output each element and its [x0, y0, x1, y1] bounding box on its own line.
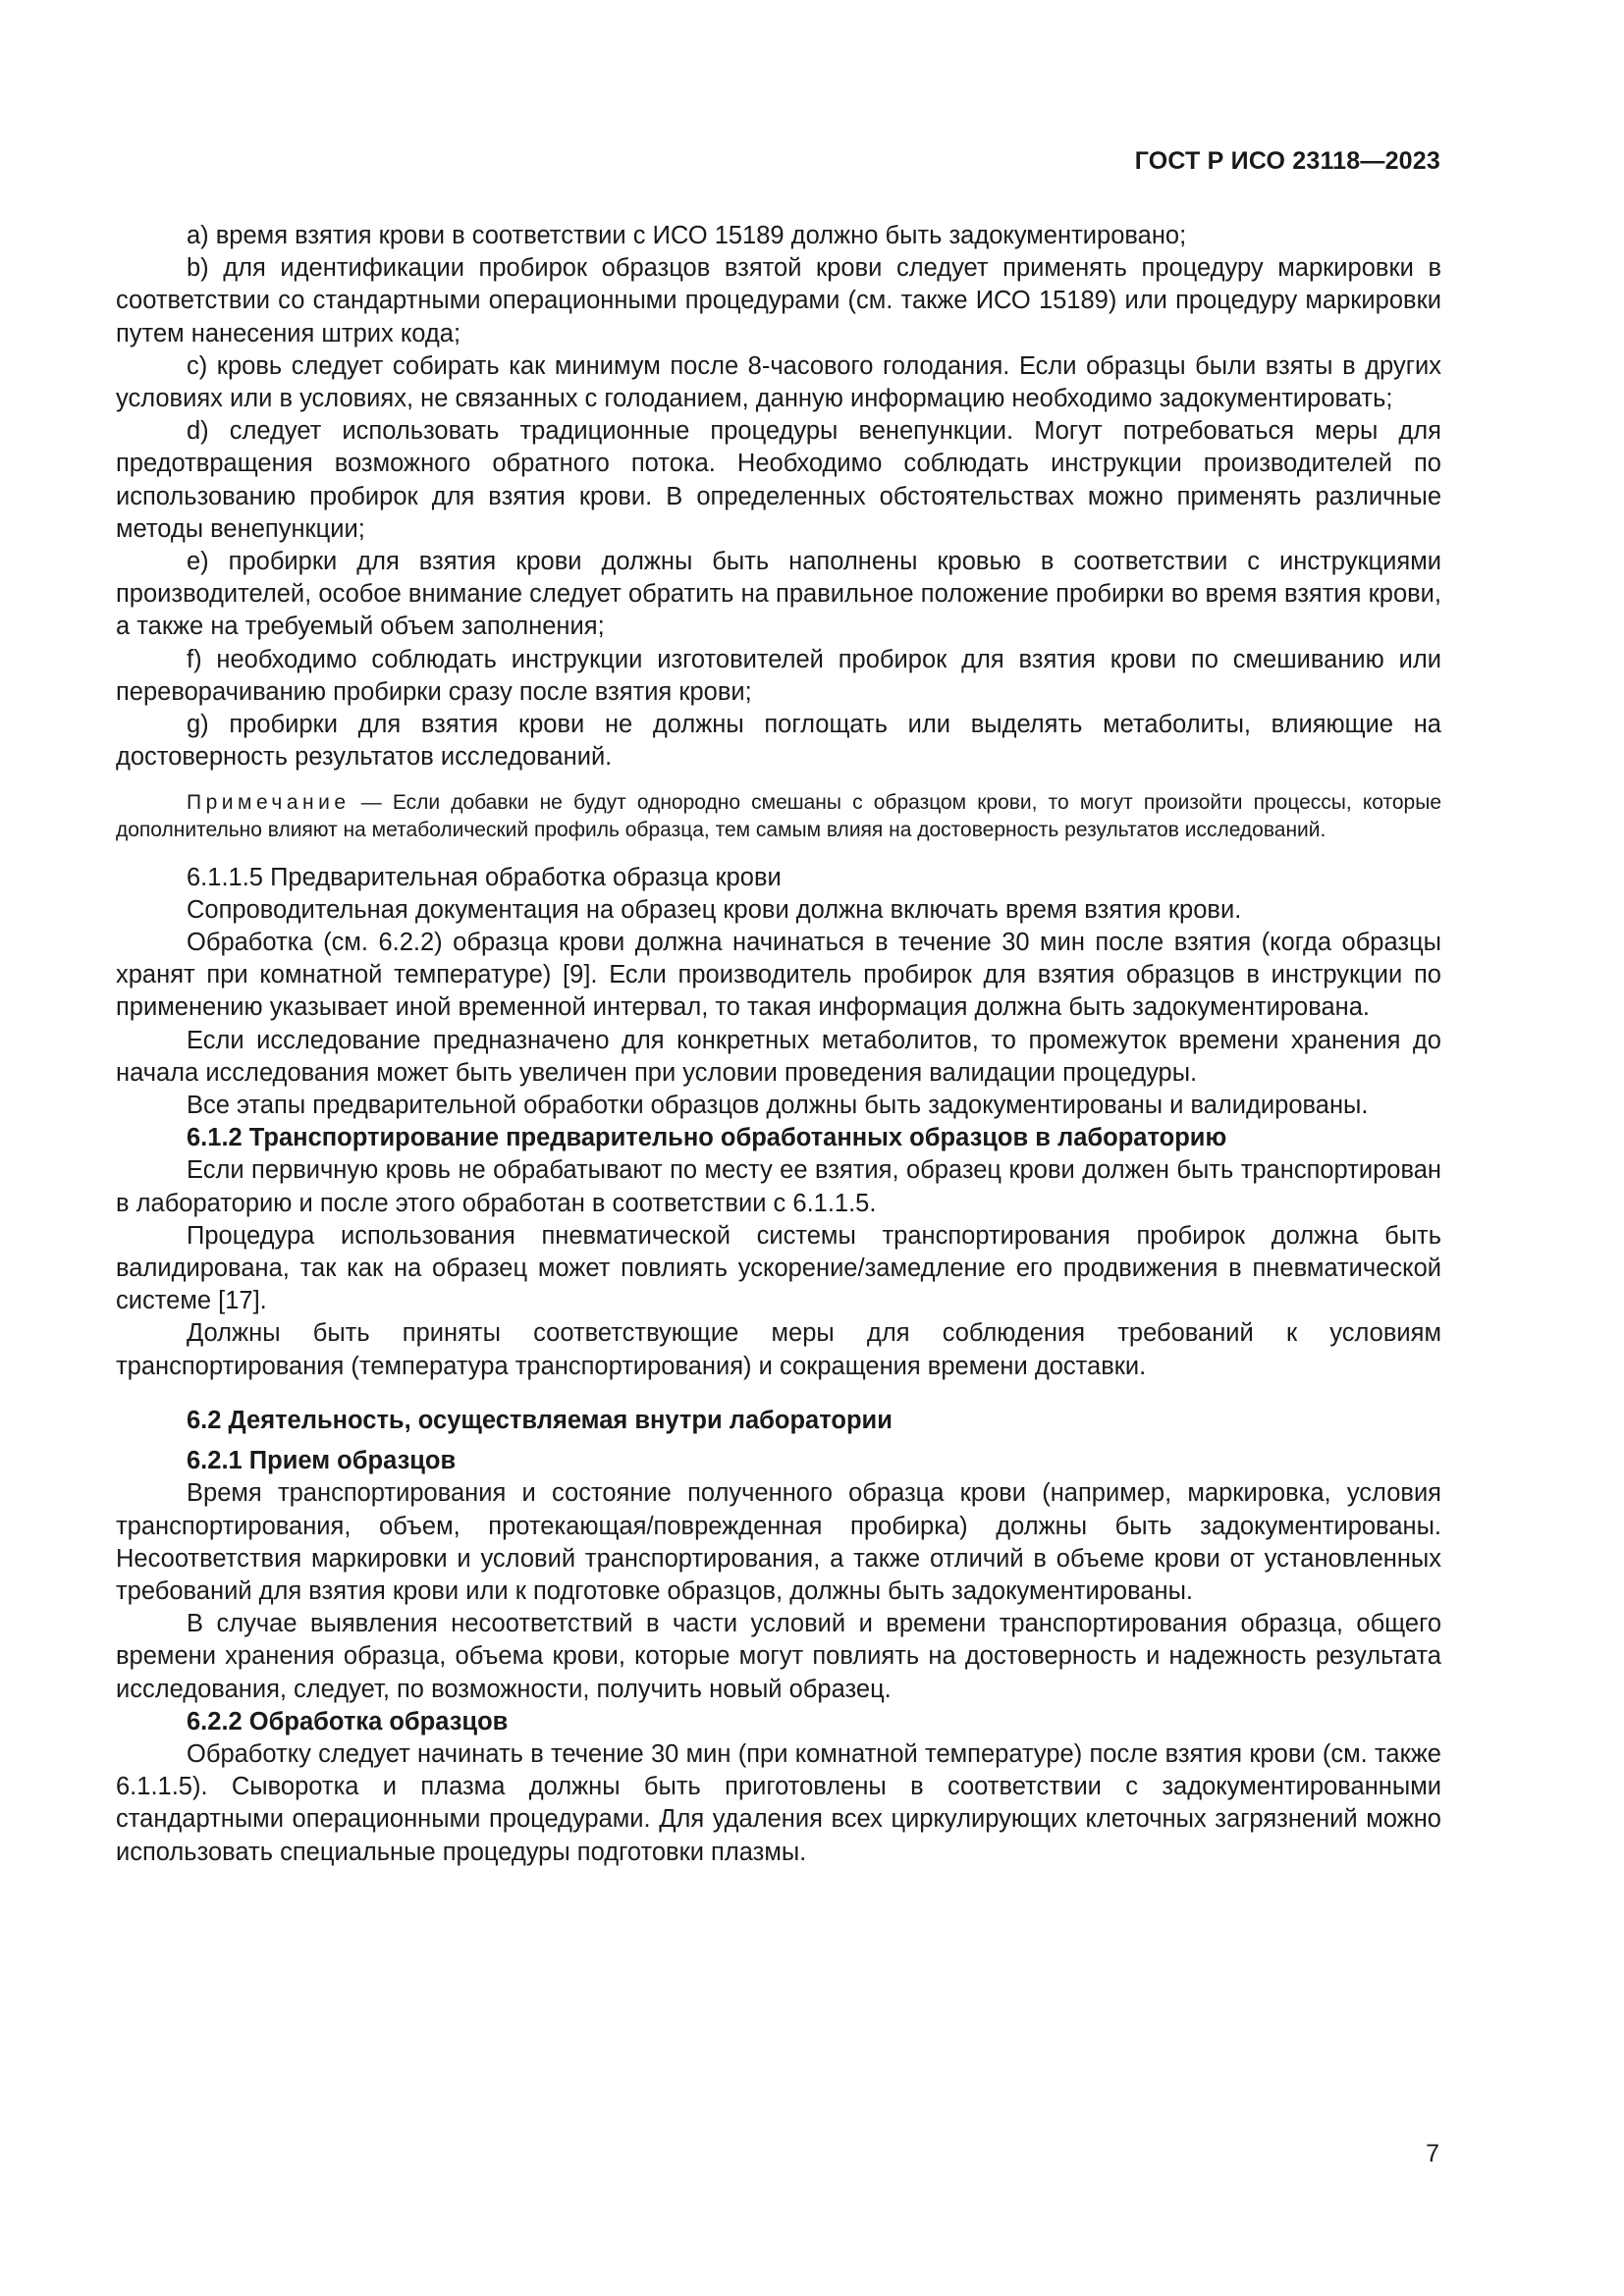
list-item-b: b) для идентификации пробирок образцов взятой крови следует применять процедуру маркировки в соответствии со стандартными операционными процедурами (см. также ИСО 15189) или процедуру маркировки путем нанесения штрих кода;: [116, 254, 1441, 347]
list-item-d: d) следует использовать традиционные процедуры венепункции. Могут потребоваться меры для предотвращения возможного обратного потока. Необходимо соблюдать инструкции производителей по использованию пробирок для взятия крови. В определенных обстоятельствах можно применять различные методы венепункции;: [116, 417, 1441, 543]
note-paragraph: [116, 789, 1441, 843]
section-6-1-2-heading: 6.1.2 Транспортирование предварительно обработанных образцов в лабораторию: [187, 1124, 1227, 1152]
list-item-e: е) пробирки для взятия крови должны быть наполнены кровью в соответствии с инструкциями производителей, особое внимание следует обратить на правильное положение пробирки во время взятия крови, а также на требуемый объем заполнения;: [116, 548, 1441, 641]
section-6-1-1-5-paragraph-1: Сопроводительная документация на образец крови должна включать время взятия крови.: [187, 895, 1242, 924]
list-item-a: а) время взятия крови в соответствии с ИСО 15189 должно быть задокументировано;: [187, 222, 1187, 249]
page-number: 7: [1426, 2140, 1439, 2167]
section-6-1-1-5-heading: 6.1.1.5 Предварительная обработка образца крови: [187, 863, 782, 891]
list-item-c: с) кровь следует собирать как минимум после 8-часового голодания. Если образцы были взяты в других условиях или в условиях, не связанных с голоданием, данную информацию необходимо задокументировать;: [116, 351, 1441, 413]
section-6-1-2-paragraph-1: Если первичную кровь не обрабатывают по месту ее взятия, образец крови должен быть транспортирован в лабораторию и после этого обработан в соответствии с 6.1.1.5.: [116, 1156, 1441, 1217]
note-label: Примечание: [187, 791, 351, 815]
section-6-2-1-paragraph-2: В случае выявления несоответствий в части условий и времени транспортирования образца, общего времени хранения образца, объема крови, которые могут повлиять на достоверность и надежность результата исследования, следует, по возможности, получить новый образец.: [116, 1610, 1441, 1703]
section-6-2-1-paragraph-1: Время транспортирования и состояние полученного образца крови (например, маркировка, условия транспортирования, объем, протекающая/поврежденная пробирка) должны быть задокументированы. Несоответствия маркировки и условий транспортирования, а также отличий в объеме крови от установленных требований для взятия крови или к подготовке образцов, должны быть задокументированы.: [116, 1479, 1441, 1605]
section-6-2-2-paragraph-1: Обработку следует начинать в течение 30 мин (при комнатной температуре) после взятия крови (см. также 6.1.1.5). Сыворотка и плазма должны быть приготовлены в соответствии с задокументированными стандартными операционными процедурами. Для удаления всех циркулирующих клеточных загрязнений можно использовать специальные процедуры подготовки плазмы.: [116, 1739, 1441, 1866]
note-text: — Если добавки не будут однородно смешаны с образцом крови, то могут произойти процессы, которые дополнительно влияют на метаболический профиль образца, тем самым влияя на достоверность результатов исследований.: [116, 791, 1441, 842]
section-6-1-2-paragraph-3: Должны быть приняты соответствующие меры для соблюдения требований к условиям транспортирования (температура транспортирования) и сокращения времени доставки.: [116, 1319, 1441, 1380]
section-6-2-2-heading: 6.2.2 Обработка образцов: [187, 1707, 509, 1735]
document-body: [116, 220, 1441, 1869]
section-6-1-2-paragraph-2: Процедура использования пневматической системы транспортирования пробирок должна быть валидирована, так как на образец может повлиять ускорение/замедление его продвижения в пневматической системе [17].: [116, 1221, 1441, 1315]
section-6-1-1-5-paragraph-3: Если исследование предназначено для конкретных метаболитов, то промежуток времени хранения до начала исследования может быть увеличен при условии проведения валидации процедуры.: [116, 1026, 1441, 1087]
section-6-1-1-5-paragraph-4: Все этапы предварительной обработки образцов должны быть задокументированы и валидированы.: [187, 1092, 1369, 1120]
document-code-header: ГОСТ Р ИСО 23118—2023: [1134, 147, 1440, 175]
list-item-f: f) необходимо соблюдать инструкции изготовителей пробирок для взятия крови по смешиванию или переворачиванию пробирки сразу после взятия крови;: [116, 645, 1441, 706]
section-6-2-1-heading: 6.2.1 Прием образцов: [187, 1447, 457, 1475]
list-item-g: g) пробирки для взятия крови не должны поглощать или выделять метаболиты, влияющие на достоверность результатов исследований.: [116, 711, 1441, 772]
section-6-1-1-5-paragraph-2: Обработка (см. 6.2.2) образца крови должна начинаться в течение 30 мин после взятия (когда образцы хранят при комнатной температуре) [9]. Если производитель пробирок для взятия образцов в инструкции по применению указывает иной временной интервал, то такая информация должна быть задокументирована.: [116, 929, 1441, 1022]
section-6-2-heading: 6.2 Деятельность, осуществляемая внутри лаборатории: [187, 1406, 893, 1434]
